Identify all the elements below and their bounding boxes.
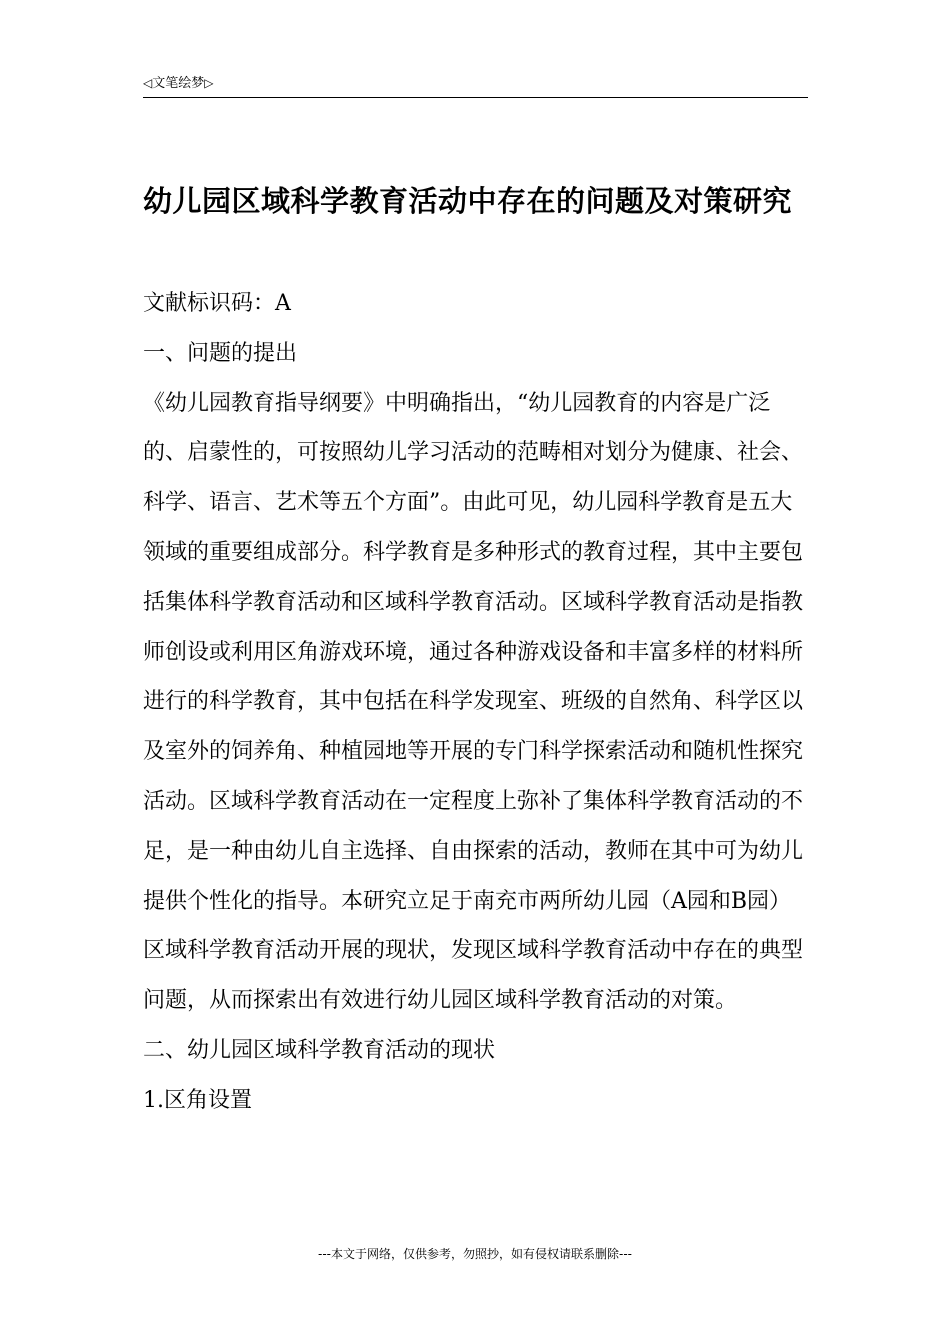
right-triangle-icon: ▷ — [204, 76, 214, 90]
header-divider — [143, 97, 808, 98]
document-code: 文献标识码：A — [143, 291, 291, 316]
paragraph-1: 《幼儿园教育指导纲要》中明确指出，“幼儿园教育的内容是广泛的、启蒙性的，可按照幼儿学习活动的范畴相对划分为健康、社会、科学、语言、艺术等五个方面”。由此可见，幼儿园科学教育是五大领域的重要组成部分。科学教育是多种形式的教育过程，其中主要包括集体科学教育活动和区域科学教育活动。区域科学教育活动是指教师创设或利用区角游戏环境，通过各种游戏设备和丰富多样的材料所进行的科学教育，其中包括在科学发现室、班级的自然角、科学区以及室外的饲养角、种植园地等开展的专门科学探索活动和随机性探究活动。区域科学教育活动在一定程度上弥补了集体科学教育活动的不足，是一种由幼儿自主选择、自由探索的活动，教师在其中可为幼儿提供个性化的指导。本研究立足于南充市两所幼儿园（A园和B园）区域科学教育活动开展的现状，发现区域科学教育活动中存在的典型问题，从而探索出有效进行幼儿园区域科学教育活动的对策。 — [143, 390, 804, 1014]
header-text: 文笔绘梦 — [152, 76, 205, 91]
document-body — [143, 279, 813, 1126]
page-header — [143, 74, 213, 93]
document-title: 幼儿园区域科学教育活动中存在的问题及对策研究 — [143, 184, 793, 218]
page-footer: ---本文于网络，仅供参考，勿照抄，如有侵权请联系删除--- — [318, 1247, 632, 1261]
left-triangle-icon: ◁ — [143, 76, 153, 90]
section-1-heading: 一、问题的提出 — [143, 340, 298, 366]
section-2-heading: 二、幼儿园区域科学教育活动的现状 — [143, 1037, 496, 1063]
subsection-1-heading: 1.区角设置 — [143, 1087, 252, 1113]
